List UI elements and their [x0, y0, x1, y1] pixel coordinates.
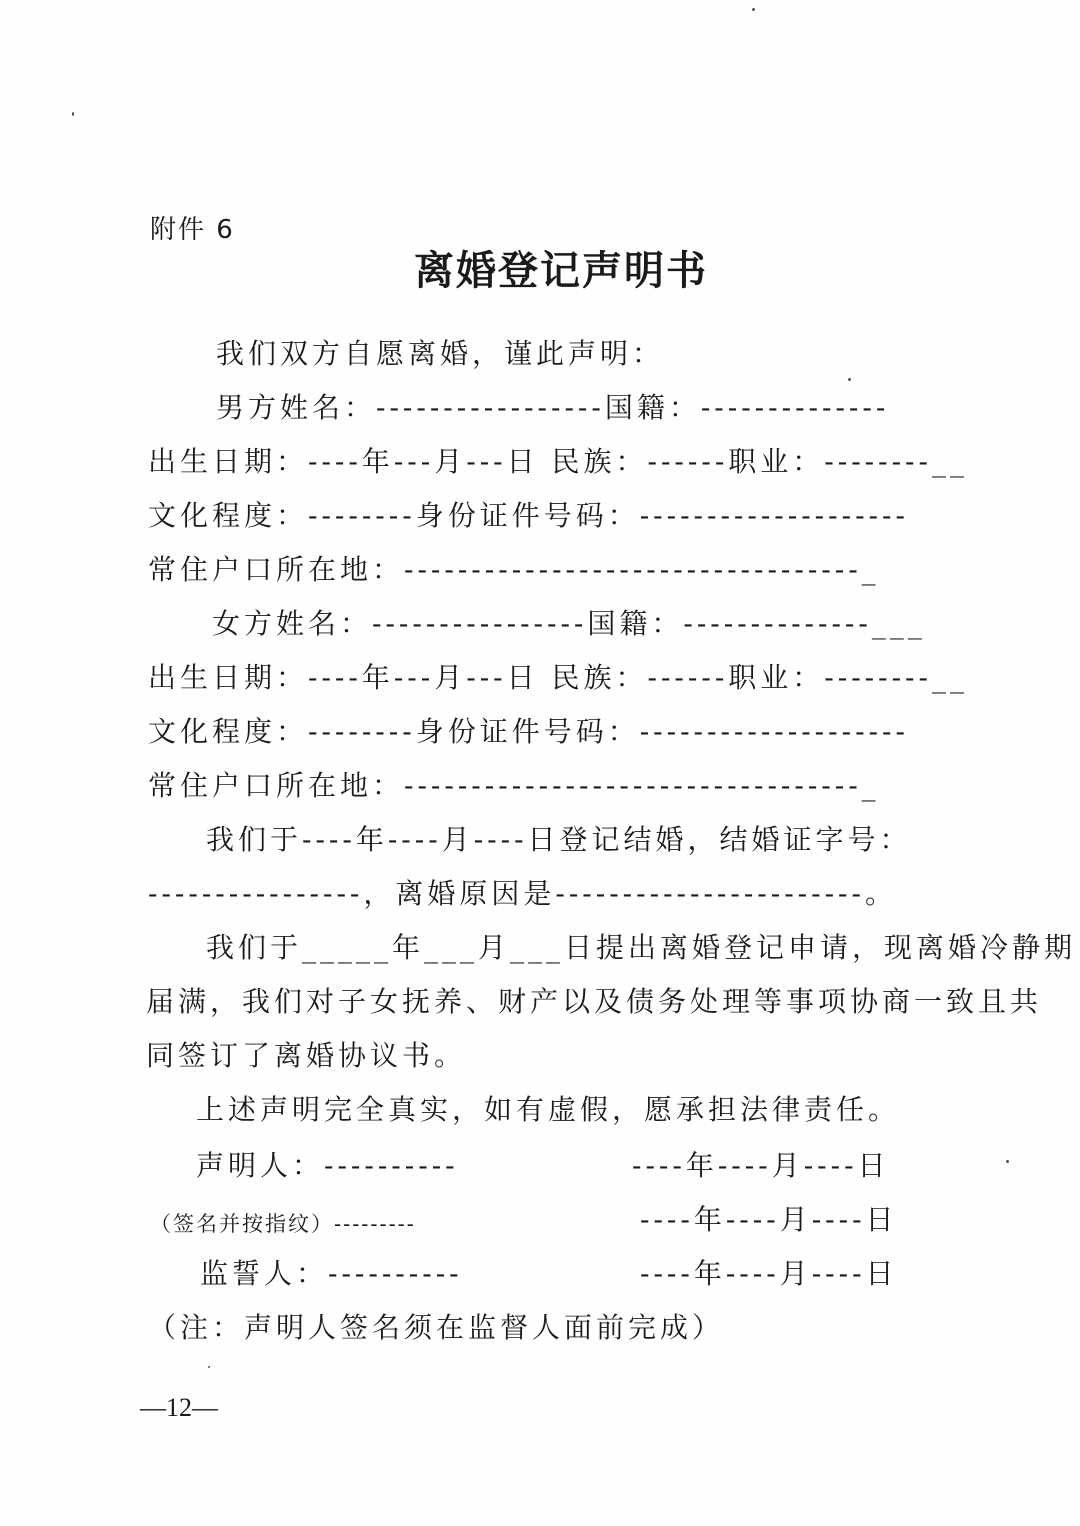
scan-speck — [208, 1366, 210, 1368]
scan-speck — [752, 8, 755, 11]
intro-statement: 我们双方自愿离婚，谨此声明： — [216, 337, 665, 370]
signature-date: ----年----月----日 — [640, 1203, 898, 1236]
supervisor-label: 监誓人：---------- — [200, 1257, 463, 1290]
signature-fingerprint-label: （签名并按指纹）--------- — [150, 1212, 416, 1236]
supervisor-date: ----年----月----日 — [640, 1257, 898, 1290]
application-line-1: 我们于_____年___月___日提出离婚登记申请，现离婚冷静期 — [206, 931, 1077, 964]
page-number: —12— — [140, 1393, 218, 1422]
document-title: 离婚登记声明书 — [414, 248, 708, 294]
male-name-line: 男方姓名：-----------------国籍：-------------- — [216, 391, 890, 424]
male-birth-line: 出生日期：----年---月---日 民族：------职业：--------__ — [148, 445, 968, 478]
signature-note: （注：声明人签名须在监督人面前完成） — [148, 1311, 725, 1344]
scan-speck — [848, 378, 851, 381]
female-education-line: 文化程度：--------身份证件号码：-------------------- — [148, 715, 909, 748]
declarant-date: ----年----月----日 — [632, 1149, 890, 1182]
divorce-reason-line: ----------------，离婚原因是-----------------------。 — [148, 877, 897, 910]
scan-speck — [1006, 1160, 1009, 1163]
male-residence-line: 常住户口所在地：----------------------------------_ — [148, 553, 880, 586]
application-line-2: 届满，我们对子女抚养、财产以及债务处理等事项协商一致且共 — [146, 985, 1043, 1018]
attachment-label: 附件 6 — [150, 215, 235, 245]
declarant-label: 声明人：---------- — [196, 1149, 459, 1182]
truth-statement: 上述声明完全真实，如有虚假，愿承担法律责任。 — [196, 1093, 901, 1126]
scan-speck — [72, 112, 74, 116]
female-residence-line: 常住户口所在地：----------------------------------_ — [148, 769, 880, 802]
female-name-line: 女方姓名：----------------国籍：--------------___ — [212, 607, 926, 640]
female-birth-line: 出生日期：----年---月---日 民族：------职业：--------__ — [148, 661, 968, 694]
application-line-3: 同签订了离婚协议书。 — [146, 1039, 467, 1072]
marriage-registration-line: 我们于----年----月----日登记结婚，结婚证字号： — [206, 823, 912, 856]
male-education-line: 文化程度：--------身份证件号码：-------------------- — [148, 499, 909, 532]
